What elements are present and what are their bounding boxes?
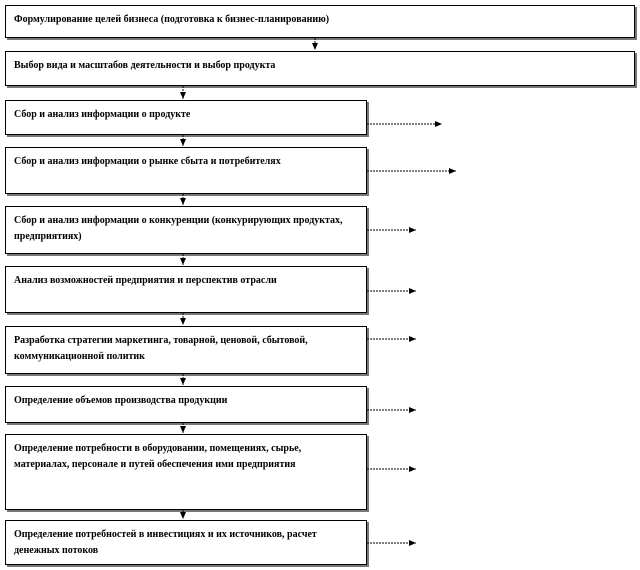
step-6-box: Анализ возможностей предприятия и перспектив отрасли <box>5 266 367 313</box>
step-5-box: Сбор и анализ информации о конкуренции (конкурирующих продуктах, предприятиях) <box>5 206 367 254</box>
step-3-box: Сбор и анализ информации о продукте <box>5 100 367 135</box>
step-9-box: Определение потребности в оборудовании, помещениях, сырье, материалах, персонале и путей обеспечения ими предприятия <box>5 434 367 510</box>
step-10-box: Определение потребностей в инвестициях и их источников, расчет денежных потоков <box>5 520 367 565</box>
step-4-box: Сбор и анализ информации о рынке сбыта и потребителях <box>5 147 367 194</box>
step-1-box: Формулирование целей бизнеса (подготовка к бизнес-планированию) <box>5 5 635 38</box>
step-7-box: Разработка стратегии маркетинга, товарной, ценовой, сбытовой, коммуникационной политик <box>5 326 367 374</box>
step-8-box: Определение объемов производства продукции <box>5 386 367 423</box>
step-2-box: Выбор вида и масштабов деятельности и выбор продукта <box>5 51 635 86</box>
